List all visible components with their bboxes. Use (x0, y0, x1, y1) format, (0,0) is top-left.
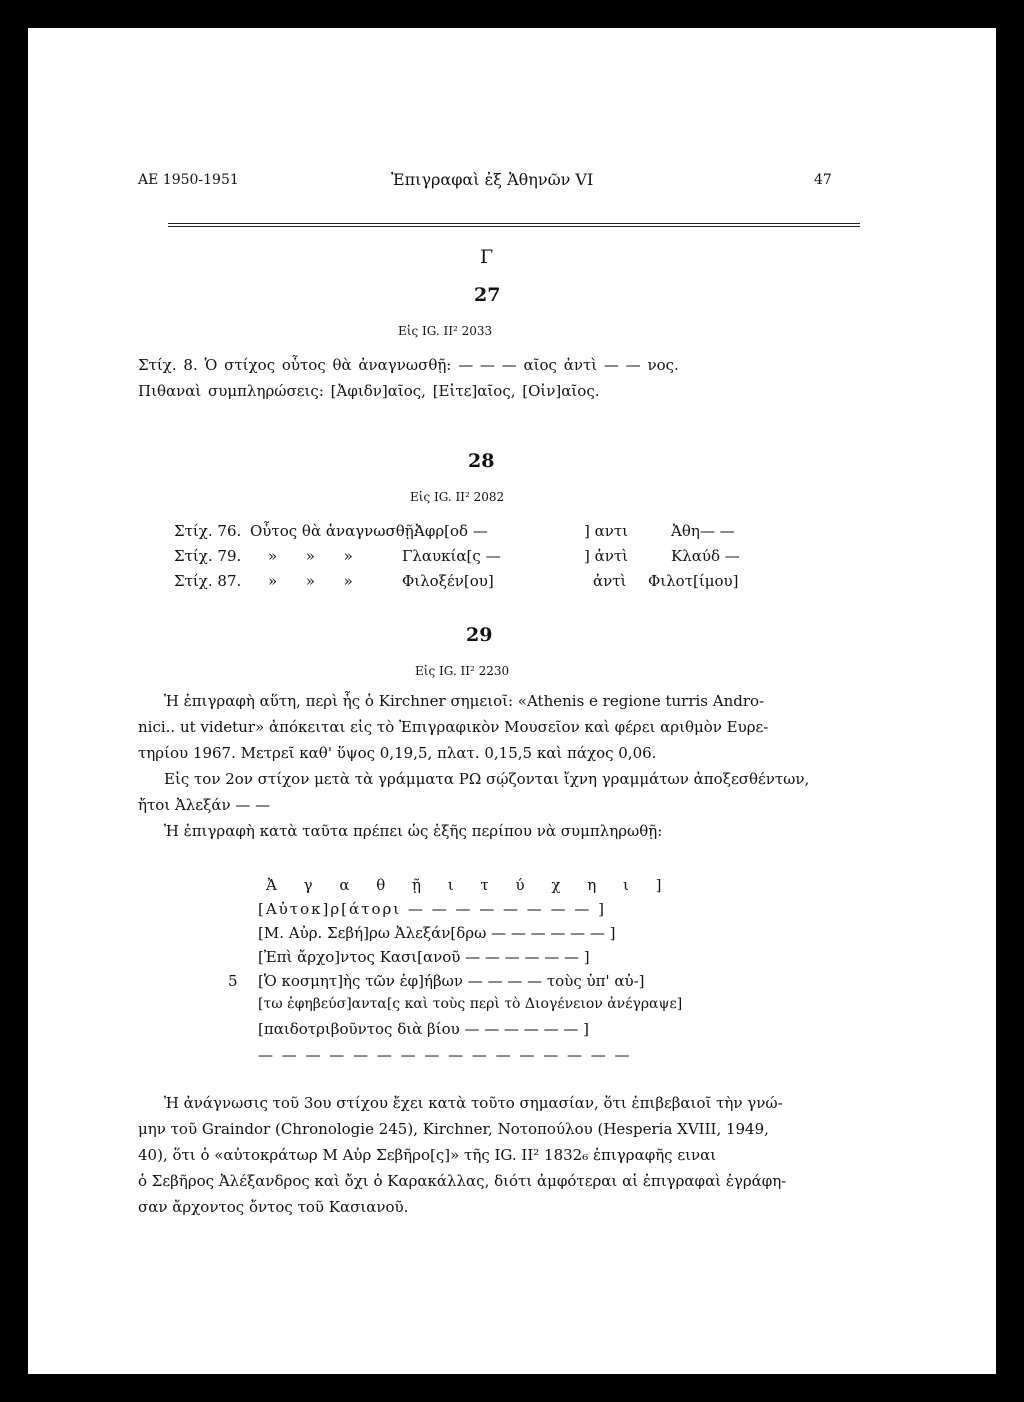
inscription-line: [Ὁ κοσμητ]ὴς τῶν ἐφ]ήβων — — — — τοὺς ὑπ' αὐ-] (258, 972, 645, 990)
entry-29-para3: Ἡ ἐπιγραφὴ κατὰ ταῦτα πρέπει ὡς ἑξῆς περίπου νὰ συμπληρωθῇ: (164, 822, 663, 840)
row-verb: » » » (268, 572, 353, 590)
row-anti: ] αντι (584, 522, 629, 540)
header-page-number: 47 (814, 172, 832, 188)
header-journal: ΑΕ 1950-1951 (138, 172, 239, 188)
closing-line4: ὁ Σεβῆρος Ἀλέξανδρος καὶ ὄχι ὁ Καρακάλλας, διότι ἀμφότεραι αἱ ἐπιγραφαὶ ἐγράφη- (138, 1172, 787, 1190)
entry-27-line1: Στίχ. 8. Ὁ στίχος οὗτος θὰ ἀναγνωσθῇ: — — — αῖος ἀντὶ — — νος. (138, 356, 679, 374)
entry-27-line2: Πιθαναὶ συμπληρώσεις: [Ἀφιδν]αῖος, [Εἰτε]αῖος, [Οἰν]αῖος. (138, 382, 600, 400)
row-name: Φιλοξέν[ου] (402, 572, 494, 590)
row-name: Γλαυκία[ς — (402, 547, 501, 565)
header-rule (168, 223, 860, 224)
section-letter: Γ (480, 246, 494, 268)
closing-line5: σαν ἄρχοντος ὄντος τοῦ Κασιανοῦ. (138, 1198, 409, 1216)
row-label: Στίχ. 76. (174, 522, 242, 540)
entry-29-para1-line2: nici.. ut videtur» ἀπόκειται εἰς τὸ Ἐπιγραφικὸν Μουσεῖον καὶ φέρει αριθμὸν Ευρε- (138, 718, 769, 736)
inscription-line-number: 5 (228, 972, 238, 990)
entry-27-ref: Εἰς IG. II² 2033 (398, 324, 493, 338)
row-alt: Ἀθη— — (671, 522, 735, 540)
entry-29-para1-line3: τηρίου 1967. Μετρεῖ καθ' ὕψος 0,19,5, πλατ. 0,15,5 καὶ πάχος 0,06. (138, 744, 657, 762)
entry-29-number: 29 (466, 624, 493, 646)
closing-line1: Ἡ ἀνάγνωσις τοῦ 3ου στίχου ἔχει κατὰ τοῦτο σημασίαν, ὅτι ἐπιβεβαιοῖ τὴν γνώ- (164, 1094, 783, 1112)
row-anti: ἀντὶ (593, 572, 627, 590)
entry-28-ref: Εἰς IG. II² 2082 (410, 490, 505, 504)
entry-27-number: 27 (474, 284, 501, 306)
entry-29-para1-line1: Ἡ ἐπιγραφὴ αὕτη, περὶ ἧς ὁ Kirchner σημειοῖ: «Athenis e regione turris Andro- (164, 692, 765, 710)
row-label: Στίχ. 87. (174, 572, 242, 590)
closing-line2: μην τοῦ Graindor (Chronologie 245), Kirchner, Νοτοπούλου (Hesperia XVIII, 1949, (138, 1120, 769, 1138)
closing-line3: 40), ὅτι ὁ «αὐτοκράτωρ Μ Αὐρ Σεβῆρο[ς]» τῆς IG. II² 1832₆ ἐπιγραφῆς ειναι (138, 1146, 717, 1164)
entry-29-para2-line2: ἤτοι Ἀλεξάν — — (138, 796, 271, 814)
inscription-line: [παιδοτριβοῦντος διὰ βίου — — — — — — ] (258, 1020, 589, 1038)
inscription-line: [Ἐπὶ ἄρχο]ντος Κασι[ανοῦ — — — — — — ] (258, 948, 590, 966)
row-verb: Οὗτος θὰ ἀναγνωσθῇ: (250, 522, 419, 540)
inscription-line: [τω ἐφηβεύσ]αντα[ς καὶ τοὺς περὶ τὸ Διογένειον ἀνέγραψε] (258, 996, 683, 1012)
row-name: Ἀφρ[οδ — (414, 522, 488, 540)
inscription-line: — — — — — — — — — — — — — — — — (258, 1046, 632, 1064)
entry-29-ref: Εἰς IG. II² 2230 (415, 664, 510, 678)
header-rule-2 (168, 226, 860, 227)
inscription-line: [Αὐτοκ]ρ[άτορι — — — — — — — — ] (258, 900, 606, 918)
row-label: Στίχ. 79. (174, 547, 242, 565)
entry-28-number: 28 (468, 450, 495, 472)
row-alt: Φιλοτ[ίμου] (648, 572, 739, 590)
document-page (28, 28, 996, 1374)
inscription-line: [Μ. Αὐρ. Σεβή]ρω Ἀλεξάν[δρω — — — — — — ] (258, 924, 616, 942)
header-title: Ἐπιγραφαὶ ἐξ Ἀθηνῶν VI (391, 170, 594, 189)
row-verb: » » » (268, 547, 353, 565)
entry-29-para2-line1: Εἰς τον 2ον στίχον μετὰ τὰ γράμματα ΡΩ σῴζονται ἴχνη γραμμάτων ἀποξεσθέντων, (164, 770, 810, 788)
inscription-line: Ἀ γ α θ ῇ ι τ ύ χ η ι ] (266, 876, 673, 894)
row-alt: Κλαύδ — (671, 547, 740, 565)
row-anti: ] ἀντὶ (584, 547, 629, 565)
